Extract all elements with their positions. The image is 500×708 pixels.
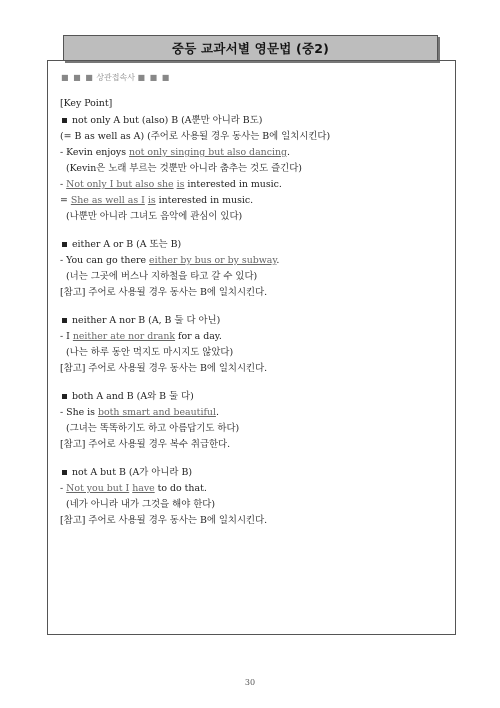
underlined-phrase: Not you but I [66,483,130,494]
point-heading-text: neither A nor B (A, B 둘 다 아닌) [72,315,221,326]
example-text: . [286,147,290,158]
translation: (너는 그곳에 버스나 지하철을 타고 갈 수 있다) [66,271,258,282]
square-bullet-icon [62,394,67,399]
example-text: interested in music. [184,179,282,190]
example-text: - [60,483,67,494]
square-bullets-left: ■ ■ ■ [61,73,94,82]
example-text: - [60,179,67,190]
underlined-phrase: have [132,483,155,494]
square-bullet-icon [62,318,67,323]
square-bullet-icon [62,470,67,475]
note: [참고] 주어로 사용될 경우 동사는 B에 일치시킨다. [60,363,268,374]
example-sentence [60,407,219,419]
note: [참고] 주어로 사용될 경우 동사는 B에 일치시킨다. [60,287,268,298]
note: [참고] 주어로 사용될 경우 동사는 B에 일치시킨다. [60,515,268,526]
page-number: 30 [244,678,256,687]
example-text: - You can go there [60,255,150,266]
point-heading-text: not only A but (also) B (A뿐만 아니라 B도) [72,115,263,126]
example-sentence [60,179,282,191]
underlined-phrase: She as well as I [70,195,145,206]
square-bullet-icon [62,242,67,247]
section-label [61,72,170,83]
example-text: interested in music. [155,195,254,206]
note: [참고] 주어로 사용될 경우 복수 취급한다. [60,439,231,450]
point-heading-text: either A or B (A 또는 B) [72,239,182,250]
equivalent-line: (= B as well as A) (주어로 사용될 경우 동사는 B에 일치시킨다) [60,131,331,142]
example-sentence [60,483,207,495]
underlined-phrase: neither ate nor drank [72,331,176,342]
example-sentence [60,255,279,267]
underlined-phrase: both smart and beautiful [97,407,216,418]
underlined-phrase: is [176,179,185,190]
point-heading [60,315,220,327]
example-text: . [215,407,219,418]
example-sentence [60,331,222,343]
point-heading [60,391,194,403]
point-heading [60,115,262,127]
example-text: . [276,255,280,266]
page-header [63,35,438,61]
example-text: for a day. [175,331,222,342]
translation: (나는 하루 동안 먹지도 마시지도 않았다) [66,347,234,358]
point-heading-text: not A but B (A가 아니라 B) [72,467,192,478]
example-text: - She is [60,407,98,418]
example-sentence [60,195,253,207]
underlined-phrase: Not only I but also she [66,179,174,190]
point-heading-text: both A and B (A와 B 둘 다) [72,391,194,402]
translation: (나뿐만 아니라 그녀도 음악에 관심이 있다) [66,211,243,222]
point-heading [60,239,181,251]
example-text: = [60,195,71,206]
square-bullets-right: ■ ■ ■ [137,73,171,82]
square-bullet-icon [62,118,67,123]
underlined-phrase: either by bus or by subway [149,255,277,266]
page-title: 중등 교과서별 영문법 (중2) [171,41,330,56]
underlined-phrase: not only singing but also dancing [129,147,287,158]
translation: (그녀는 똑똑하기도 하고 아름답기도 하다) [66,423,240,434]
translation: (Kevin은 노래 부르는 것뿐만 아니라 춤추는 것도 즐긴다) [66,163,302,174]
point-heading [60,467,192,479]
underlined-phrase: is [147,195,156,206]
key-point-heading: [Key Point] [60,98,113,109]
section-label-text: 상관접속사 [96,73,135,82]
example-sentence [60,147,290,159]
example-text: to do that. [154,483,207,494]
example-text: - Kevin enjoys [60,147,129,158]
example-text: - I [60,331,73,342]
translation: (네가 아니라 내가 그것을 해야 한다) [66,499,216,510]
